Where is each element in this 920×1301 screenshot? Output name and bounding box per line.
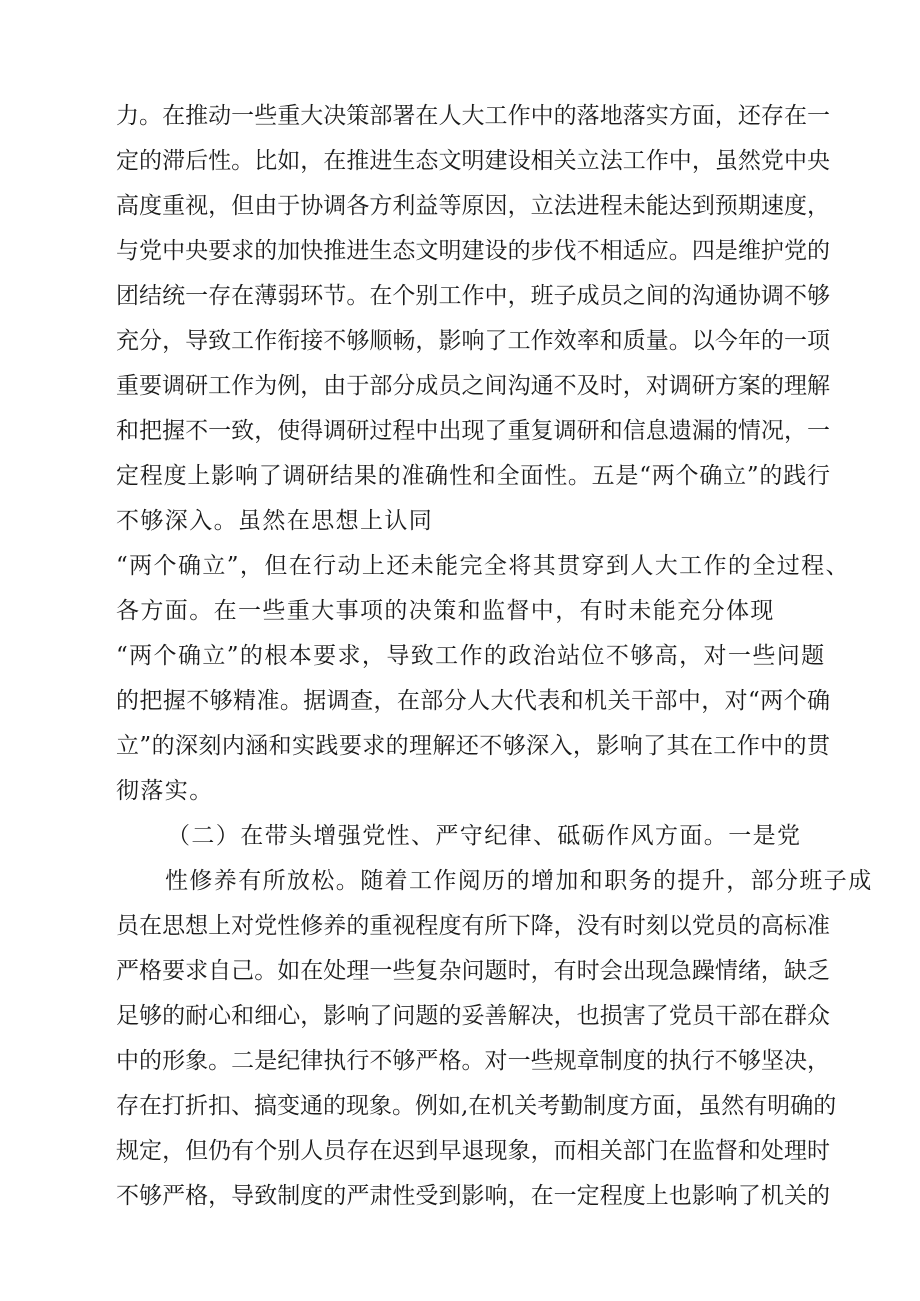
text-line: 性修养有所放松。随着工作阅历的增加和职务的提升，部分班子成 (165, 868, 873, 894)
text-line: 彻落实。 (116, 778, 214, 804)
text-line: 立”的深刻内涵和实践要求的理解还不够深入，影响了其在工作中的贯 (116, 733, 830, 759)
text-line: 足够的耐心和细心，影响了问题的妥善解决，也损害了党员干部在群众 (116, 1003, 830, 1029)
text-line: 中的形象。二是纪律执行不够严格。对一些规章制度的执行不够坚决， (116, 1048, 830, 1074)
section-heading: （二）在带头增强党性、严守纪律、砥砺作风方面。一是党 (167, 823, 802, 849)
text-line: 充分，导致工作衔接不够顺畅，影响了工作效率和质量。以今年的一项 (116, 328, 830, 354)
text-line: 不够严格，导致制度的严肃性受到影响，在一定程度上也影响了机关的 (116, 1183, 830, 1209)
text-line: 和把握不一致，使得调研过程中出现了重复调研和信息遗漏的情况，一 (116, 418, 830, 444)
text-line: 不够深入。虽然在思想上认同 (116, 508, 434, 534)
text-line: 与党中央要求的加快推进生态文明建设的步伐不相适应。四是维护党的 (116, 238, 830, 264)
text-line: 定程度上影响了调研结果的准确性和全面性。五是“两个确立”的践行 (116, 463, 830, 489)
text-line: 高度重视，但由于协调各方利益等原因，立法进程未能达到预期速度， (116, 193, 830, 219)
text-line: 重要调研工作为例，由于部分成员之间沟通不及时，对调研方案的理解 (116, 373, 830, 399)
text-line: “两个确立”，但在行动上还未能完全将其贯穿到人大工作的全过程、 (116, 553, 850, 579)
text-line: 规定，但仍有个别人员存在迟到早退现象，而相关部门在监督和处理时 (116, 1138, 830, 1164)
text-line: 定的滞后性。比如，在推进生态文明建设相关立法工作中，虽然党中央 (116, 148, 830, 174)
text-line: 严格要求自己。如在处理一些复杂问题时，有时会出现急躁情绪，缺乏 (116, 958, 830, 984)
text-line: 存在打折扣、搞变通的现象。例如,在机关考勤制度方面，虽然有明确的 (116, 1093, 837, 1119)
text-line: 力。在推动一些重大决策部署在人大工作中的落地落实方面，还存在一 (116, 103, 830, 129)
text-line: 团结统一存在薄弱环节。在个别工作中，班子成员之间的沟通协调不够 (116, 283, 830, 309)
text-line: 员在思想上对党性修养的重视程度有所下降，没有时刻以党员的高标准 (116, 913, 830, 939)
text-line: 各方面。在一些重大事项的决策和监督中，有时未能充分体现 (116, 598, 775, 624)
text-line: “两个确立”的根本要求，导致工作的政治站位不够高，对一些问题 (116, 643, 826, 669)
text-line: 的把握不够精准。据调查，在部分人大代表和机关干部中，对“两个确 (116, 688, 830, 714)
